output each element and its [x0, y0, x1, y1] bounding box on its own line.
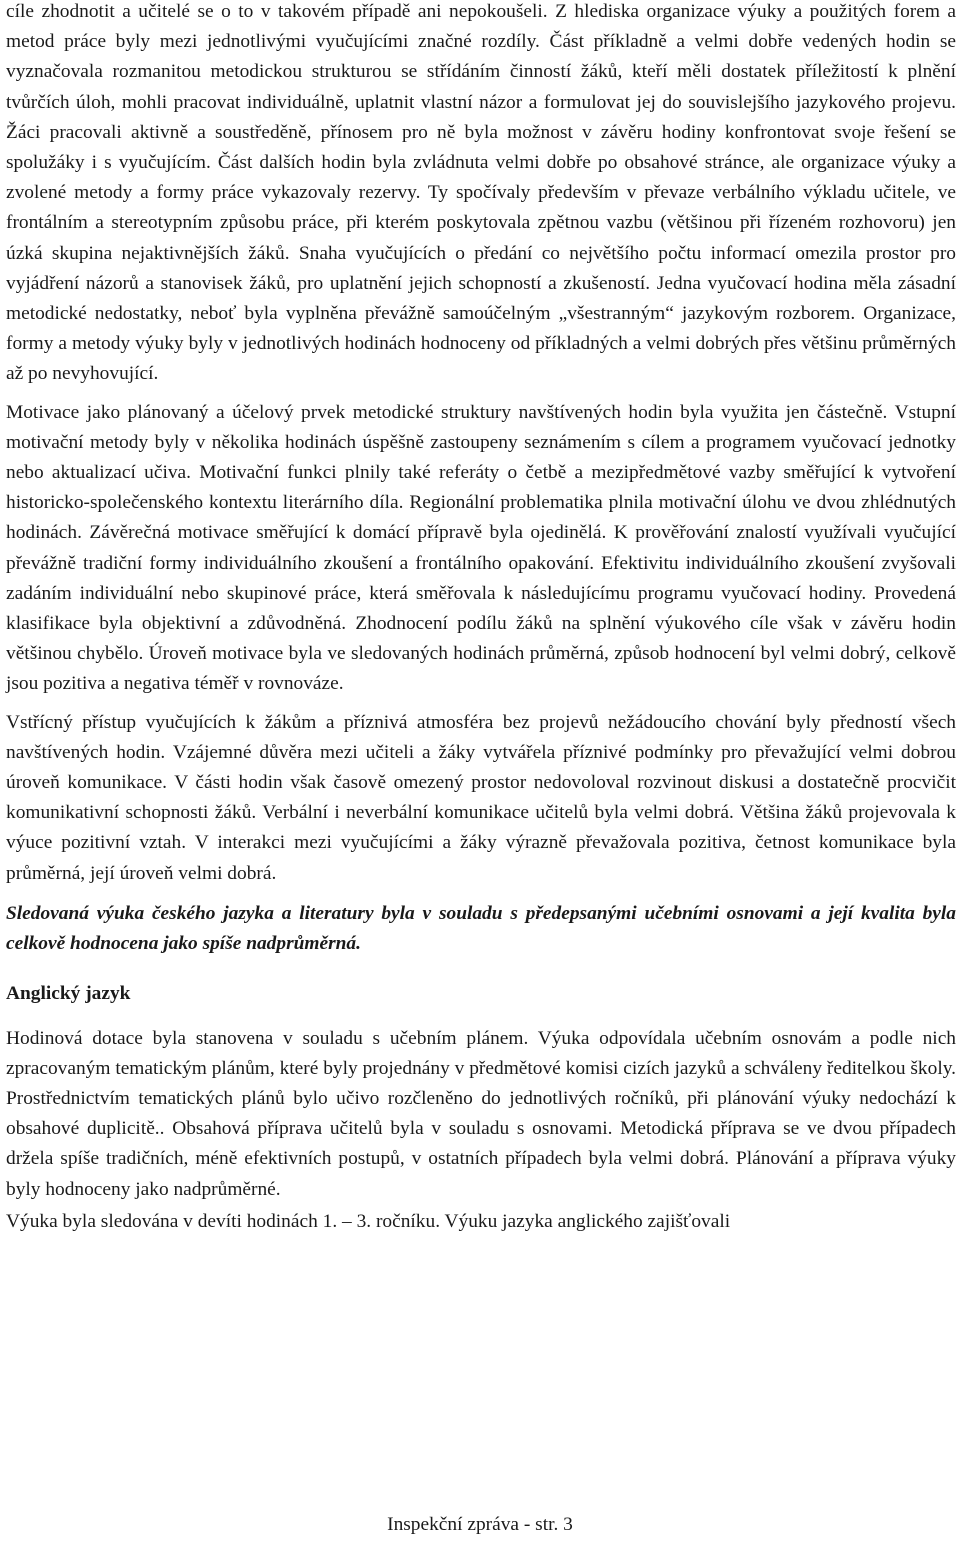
paragraph-english-planning: Hodinová dotace byla stanovena v souladu s učebním plánem. Výuka odpovídala učebním osnovám a podle nich zpracovaným tematickým plánům, které byly projednány v předmětové komisi cizích jazyků a schváleny ředitelkou školy. Prostřednictvím tematických plánů bylo učivo rozčleněno do jednotlivých ročníků, při plánování výuky nedochází k obsahové duplicitě.. Obsahová příprava učitelů byla v souladu s osnovami. Metodická příprava se ve dvou případech držela spíše tradičních, méně efektivních postupů, v ostatních případech byla velmi dobrá. Plánování a příprava výuky byly hodnoceny jako nadprůměrné.	[6, 1027, 956, 1200]
paragraph-motivation: Motivace jako plánovaný a účelový prvek metodické struktury navštívených hodin byla využita jen částečně. Vstupní motivační metody byly v několika hodinách úspěšně zastoupeny seznámením s cílem a programem vyučovací jednotky nebo aktualizací učiva. Motivační funkci plnily také referáty o četbě a mezipředmětové vazby směřující k vytvoření historicko-společenského kontextu literárního díla. Regionální problematika plnila motivační úlohu ve dvou zhlédnutých hodinách. Závěrečná motivace směřující k domácí přípravě byla ojedinělá. K prověřování znalostí využívali vyučující převážně tradiční formy individuálního zkoušení a frontálního opakování. Efektivitu individuálního zkoušení zvyšovali zadáním individuální nebo skupinové práce, která směřovala k následujícímu programu vyučovací hodiny. Provedená klasifikace byla objektivní a zdůvodněná. Zhodnocení podílu žáků na splnění výukového cíle však v závěru hodin většinou chybělo. Úroveň motivace byla ve sledovaných hodinách průměrná, způsob hodnocení byl velmi dobrý, celkově jsou pozitiva a negativa téměř v rovnováze.	[6, 401, 956, 695]
conclusion-czech-language: Sledovaná výuka českého jazyka a literatury byla v souladu s předepsanými učebními osnovami a její kvalita byla celkově hodnocena jako spíše nadprůměrná.	[6, 902, 956, 955]
paragraph-communication: Vstřícný přístup vyučujících k žákům a příznivá atmosféra bez projevů nežádoucího chování byly předností všech navštívených hodin. Vzájemné důvěra mezi učiteli a žáky vytvářela příznivé podmínky pro převažující velmi dobrou úroveň komunikace. V části hodin však časově omezený prostor nedovoloval rozvinout diskusi a dostatečně procvičit komunikativní schopnosti žáků. Verbální i neverbální komunikace učitelů byla velmi dobrá. Většina žáků projevovala k výuce pozitivní vztah. V interakci mezi vyučujícími a žáky výrazně převažovala pozitiva, četnost komunikace byla průměrná, její úroveň velmi dobrá.	[6, 711, 956, 884]
page-footer: Inspekční zpráva - str. 3	[387, 1514, 573, 1535]
document-page	[6, 0, 956, 1237]
paragraph-teaching-organization: cíle zhodnotit a učitelé se o to v takovém případě ani nepokoušeli. Z hlediska organizace výuky a použitých forem a metod práce byly mezi jednotlivými vyučujícími značné rozdíly. Část příkladně a velmi dobře vedených hodin se vyznačovala rozmanitou metodickou strukturou se střídáním činností žáků, kteří měli dostatek příležitostí k plnění tvůrčích úloh, mohli pracovat individuálně, uplatnit vlastní názor a formulovat jej do souvislejšího jazykového projevu. Žáci pracovali aktivně a soustředěně, přínosem pro ně byla možnost v závěru hodiny konfrontovat svoje řešení se spolužáky i s vyučujícím. Část dalších hodin byla zvládnuta velmi dobře po obsahové stránce, ale organizace výuky a zvolené metody a formy práce vykazovaly rezervy. Ty spočívaly především v převaze verbálního výkladu učitele, ve frontálním a stereotypním způsobu práce, při kterém poskytovala zpětnou vazbu (většinou při řízeném rozhovoru) jen úzká skupina nejaktivnějších žáků. Snaha vyučujících o předání co největšího počtu informací omezila prostor pro vyjádření názorů a stanovisek žáků, pro uplatnění jejich schopností a zkušeností. Jedna vyučovací hodina měla zásadní metodické nedostatky, neboť byla vyplněna převážně samoúčelným „všestranným“ jazykovým rozborem. Organizace, formy a metody výuky byly v jednotlivých hodinách hodnoceny od příkladných a velmi dobrých přes většinu průměrných až po nevyhovující.	[6, 1, 956, 385]
section-heading-english: Anglický jazyk	[6, 983, 131, 1005]
paragraph-english-observation: Výuka byla sledována v devíti hodinách 1. – 3. ročníku. Výuku jazyka anglického zajišťovali	[6, 1210, 731, 1232]
